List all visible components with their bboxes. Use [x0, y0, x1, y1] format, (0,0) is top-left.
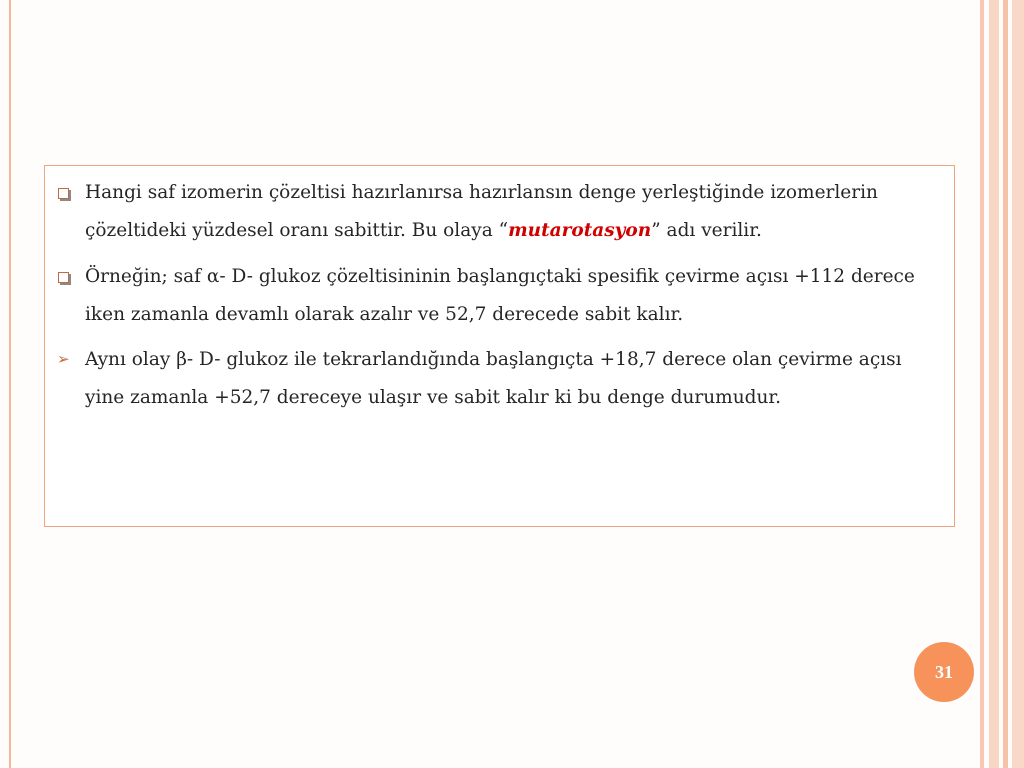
page-number-badge: 31 [914, 642, 974, 702]
bullet-text: Aynı olay β- D- glukoz ile tekrarlandığında başlangıçta +18,7 derece olan çevirme açısı yine zamanla +52,7 dereceye ulaşır ve sabit kalır ki bu denge durumudur. [85, 349, 902, 408]
square-bullet-icon [57, 269, 71, 283]
bullet-text: Örneğin; saf α- D- glukoz çözeltisininin başlangıçtaki spesifik çevirme açısı +112 derece iken zamanla devamlı olarak azalır ve 52,7 derecede sabit kalır. [85, 266, 915, 325]
content-box [44, 165, 955, 527]
right-decor-stripe [989, 0, 999, 768]
bullet-item-3 [57, 341, 937, 417]
bullet-item-2 [57, 258, 937, 334]
arrow-bullet-icon: ➢ [57, 350, 70, 368]
right-decor-stripe [1003, 0, 1008, 768]
highlighted-term: mutarotasyon [508, 220, 652, 241]
bullet-item-1 [57, 174, 937, 250]
left-border-rule [9, 0, 11, 768]
bullet-text: Hangi saf izomerin çözeltisi hazırlanırsa hazırlansın denge yerleştiğinde izomerlerin çözeltideki yüzdesel oranı sabittir. Bu olaya “mutarotasyon” adı verilir. [85, 182, 878, 241]
right-decor-stripe [1012, 0, 1024, 768]
right-decor-stripe [980, 0, 984, 768]
square-bullet-icon [57, 185, 71, 199]
